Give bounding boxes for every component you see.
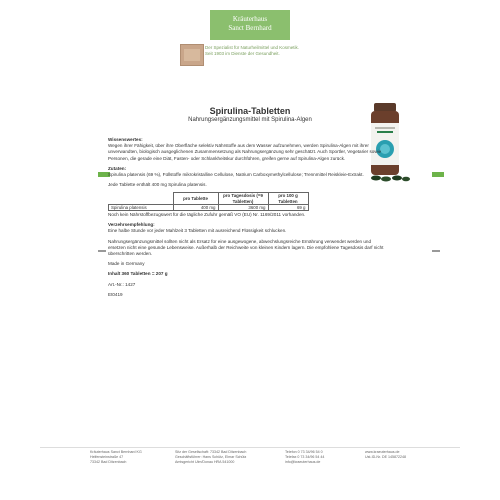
tablet-content: Jede Tablette enthält 400 mg Spirulina platensis. <box>108 182 207 188</box>
footer-website-link[interactable]: www.kraeuterhaus.de <box>365 450 400 454</box>
verzehr-text: Eine halbe Stunde vor jeder Mahlzeit 3 Tabletten mit ausreichend Flüssigkeit schlucken. <box>108 228 287 234</box>
logo-line-2: Sanct Bernhard <box>228 24 272 32</box>
inhalt-text: Inhalt 360 Tabletten = 207 g <box>108 271 168 277</box>
table-header-row <box>109 193 309 204</box>
footer-line: Geschäftsführer: Hans Schütz, Elmar Schütz <box>175 454 247 459</box>
brand-logo <box>210 10 290 40</box>
footer-line: Helfensteinstraße 47 <box>90 454 124 459</box>
tagline <box>205 45 299 57</box>
footer-web <box>365 450 406 460</box>
product-title: Spirulina-Tabletten <box>209 106 291 116</box>
footer-contact <box>285 450 324 464</box>
zutaten-text: Spirulina platensis (69 %), Füllstoffe mikrokristalline Cellulose, Natrium Carboxymethylcellulose; Trennmittel Reiskleie-Extrakt. <box>108 172 364 178</box>
footer-email[interactable]: info@kraeuterhaus.de <box>285 459 321 464</box>
footer-legal <box>175 450 246 464</box>
building-photo <box>180 44 204 66</box>
wissenswertes-text: Wegen ihrer Fähigkeit, über ihre Oberfläche selektiv Nährstoffe aus dem Wasser aufzunehmen, werden Spirulina-Algen mit ihrer unverwandten, biologisch ausgeglichenen Zusammensetzung als Nahrungsergänzung sehr geschätzt. Auch Sportler, Vegetarier sowie Personen, die gerade eine Diät, Fasten- oder Schlankheitskur durchführen, greifen gerne auf Spirulina-Algen zurück. <box>108 143 382 161</box>
tagline-line-2: Seit 1903 im Dienste der Gesundheit. <box>205 51 280 56</box>
footer-line: 73342 Bad Ditzenbach <box>90 459 127 464</box>
fold-mark-left-2 <box>98 250 106 252</box>
footer-line: Sitz der Gesellschaft: 73342 Bad Ditzenbach <box>175 450 247 454</box>
art-nr-text: Art.-Nr.: 1427 <box>108 281 136 287</box>
fold-mark-right-2 <box>432 250 440 252</box>
footer-divider <box>40 447 460 448</box>
table-header-cell: pro Tablette <box>173 193 218 204</box>
verzehr-heading: Verzehrsempfehlung: <box>108 222 155 228</box>
product-subtitle: Nahrungsergänzungsmittel mit Spirulina-Algen <box>188 117 312 123</box>
code-text: Et0419 <box>108 291 123 297</box>
footer-line: Kräuterhaus Sanct Bernhard KG <box>90 450 142 454</box>
product-description <box>108 137 388 302</box>
zutaten-heading: Zutaten: <box>108 165 127 171</box>
table-note: Noch kein Nährstoffbezugswert für die tägliche Zufuhr gemäß VO (EU) Nr. 1169/2011 vorhanden. <box>108 212 306 218</box>
footer-line: Amtsgericht Ulm/Donau HRA 541000 <box>175 459 235 464</box>
table-row <box>109 204 309 210</box>
table-cell: 3600 mg <box>218 204 268 210</box>
footer-company <box>90 450 142 464</box>
origin-text: Made in Germany <box>108 261 145 267</box>
tagline-line-1: Der Spezialist für Naturheilmittel und Kosmetik. <box>205 45 300 50</box>
fold-mark-right <box>432 172 444 177</box>
wissenswertes-heading: Wissenswertes: <box>108 137 143 142</box>
logo-line-1: Kräuterhaus <box>232 15 268 23</box>
hinweis-text: Nahrungsergänzungsmittel sollten nicht als Ersatz für eine ausgewogene, abwechslungsreiche Ernährung verwendet werden und ersetzen nicht eine gesunde Lebensweise. Außerhalb der Reichweite von kleinen Kindern lagern. Die empfohlene Tagesdosis darf nicht überschritten werden. <box>108 238 384 257</box>
table-header-cell: pro Tagesdosis (=9 Tabletten) <box>218 193 268 204</box>
table-header-cell: pro 100 g Tabletten <box>268 193 308 204</box>
footer-line: Telefon 0 73 34/96 54 0 <box>285 450 323 454</box>
footer-line: Ust-ID-Nr. DE 145872248 <box>365 454 406 459</box>
footer-line: Telefax 0 73 34/96 54 44 <box>285 454 325 459</box>
table-cell: Spirulina platensis <box>109 204 174 210</box>
table-cell: 400 mg <box>173 204 218 210</box>
nutrition-table <box>108 192 309 211</box>
table-header-cell <box>109 193 174 204</box>
table-cell: 69 g <box>268 204 308 210</box>
